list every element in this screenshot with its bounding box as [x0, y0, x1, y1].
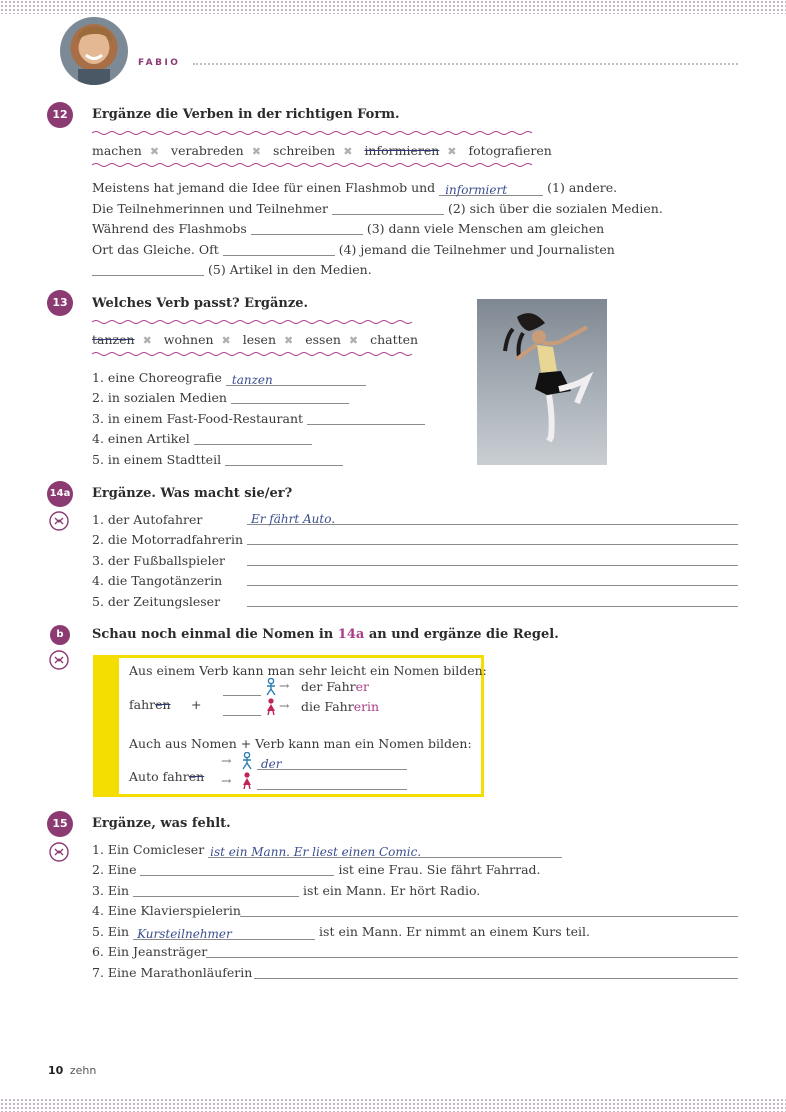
noun-die-fahrerin: die Fahrerin: [301, 699, 380, 714]
answer-blank-2[interactable]: [332, 201, 444, 215]
ex14a-item-4: 4. die Tangotänzerin: [92, 573, 223, 588]
character-name: FABIO: [138, 58, 181, 68]
male-icon: [241, 752, 253, 773]
answer-line[interactable]: [254, 965, 738, 979]
word-machen: machen: [92, 143, 142, 158]
answer-blank-1[interactable]: informiert: [439, 182, 543, 196]
answer-blank[interactable]: [194, 431, 312, 445]
verb-fahren: fahren: [129, 697, 171, 712]
wordbank-wavy-bottom: [92, 350, 414, 358]
answer-line[interactable]: [240, 903, 738, 917]
ex12-line-4: Ort das Gleiche. Oft (4) jemand die Teilnehmer und Journalisten: [92, 242, 615, 257]
exercise-number-15: 15: [47, 811, 73, 837]
ex15-item-7: 7. Eine Marathonläuferin: [92, 965, 253, 980]
rule-text-2: Auch aus Nomen + Verb kann man ein Nomen bilden:: [129, 736, 472, 751]
answer-blank[interactable]: [225, 452, 343, 466]
answer-line[interactable]: [206, 944, 738, 958]
separator-icon: ✖: [284, 334, 294, 347]
ex13-item-2: 2. in sozialen Medien: [92, 390, 349, 405]
exercise-number-14b: b: [50, 625, 70, 645]
answer-blank[interactable]: [140, 862, 334, 876]
exercise-number-13: 13: [47, 290, 73, 316]
exercise-number-14a: 14a: [47, 481, 73, 507]
answer-line[interactable]: [247, 552, 738, 566]
rule-box: [93, 655, 487, 797]
ex13-item-3: 3. in einem Fast-Food-Restaurant: [92, 411, 425, 426]
ex15-item-2: 2. Eine ist eine Frau. Sie fährt Fahrrad.: [92, 862, 541, 877]
female-icon: [265, 698, 277, 719]
compound-blank-male[interactable]: der: [257, 756, 407, 770]
ex15-item-3: 3. Ein ist ein Mann. Er hört Radio.: [92, 883, 481, 898]
top-dot-border: [0, 0, 786, 14]
ex15-item-5: 5. Ein Kursteilnehmer ist ein Mann. Er nimmt an einem Kurs teil.: [92, 924, 591, 941]
pair-work-icon: [49, 842, 69, 862]
arrow-icon: →: [279, 698, 290, 713]
answer-blank[interactable]: ist ein Mann. Er liest einen Comic.: [208, 844, 562, 858]
exercise-13-instruction: Welches Verb passt? Ergänze.: [92, 296, 309, 311]
answer-blank[interactable]: [231, 390, 349, 404]
ex14a-item-1: 1. der Autofahrer: [92, 512, 203, 527]
ex12-line-1: Meistens hat jemand die Idee für einen Flashmob und informiert (1) andere.: [92, 180, 618, 197]
word-schreiben: schreiben: [272, 143, 336, 158]
answer-blank[interactable]: [307, 411, 425, 425]
separator-icon: ✖: [251, 145, 261, 158]
bottom-dot-border: [0, 1098, 786, 1112]
suffix-blank-male[interactable]: [223, 682, 261, 696]
answer-blank-5[interactable]: [92, 262, 204, 276]
noun-der-fahrer: der Fahrer: [301, 679, 370, 694]
ex14a-item-2: 2. die Motorradfahrerin: [92, 532, 244, 547]
male-icon: [265, 678, 277, 699]
word-lesen: lesen: [242, 332, 277, 347]
plus-sign: +: [191, 697, 202, 712]
separator-icon: ✖: [221, 334, 231, 347]
header-dotted-rule: [193, 63, 738, 65]
ex12-line-2: Die Teilnehmerinnen und Teilnehmer (2) sich über die sozialen Medien.: [92, 201, 663, 216]
suffix-blank-female[interactable]: [223, 702, 261, 716]
separator-icon: ✖: [348, 334, 359, 347]
rule-text-1: Aus einem Verb kann man sehr leicht ein Nomen bilden:: [129, 663, 487, 678]
ex15-item-6: 6. Ein Jeansträger: [92, 944, 208, 959]
ex13-item-5: 5. in einem Stadtteil: [92, 452, 343, 467]
separator-icon: ✖: [343, 145, 353, 158]
arrow-icon: →: [221, 753, 232, 768]
word-fotografieren: fotografieren: [468, 143, 552, 158]
answer-line[interactable]: [247, 572, 738, 586]
arrow-icon: →: [279, 678, 290, 693]
ex13-item-4: 4. einen Artikel: [92, 431, 312, 446]
separator-icon: ✖: [149, 145, 160, 158]
answer-blank[interactable]: Kursteilnehmer: [133, 926, 315, 940]
ex14a-item-5: 5. der Zeitungsleser: [92, 594, 221, 609]
pair-work-icon: [49, 650, 69, 670]
ex14a-item-3: 3. der Fußballspieler: [92, 553, 225, 568]
word-verabreden: verabreden: [171, 143, 244, 158]
arrow-icon: →: [221, 773, 232, 788]
wordbank-13: [92, 332, 418, 347]
answer-blank[interactable]: tanzen: [226, 372, 366, 386]
exercise-12-instruction: Ergänze die Verben in der richtigen Form.: [92, 107, 400, 122]
ex12-line-5: (5) Artikel in den Medien.: [92, 262, 372, 277]
ex15-item-1: 1. Ein Comicleser ist ein Mann. Er liest einen Comic.: [92, 842, 562, 858]
answer-blank[interactable]: [133, 883, 299, 897]
answer-line[interactable]: [247, 531, 738, 545]
word-chatten: chatten: [370, 332, 419, 347]
compound-auto-fahren: Auto fahren: [129, 769, 205, 784]
word-tanzen-crossed: tanzen: [92, 332, 135, 347]
separator-icon: ✖: [447, 145, 457, 158]
pair-work-icon: [49, 511, 69, 531]
answer-blank-3[interactable]: [251, 221, 363, 235]
exercise-15-instruction: Ergänze, was fehlt.: [92, 816, 231, 831]
answer-line[interactable]: Er fährt Auto.: [247, 511, 738, 525]
word-essen: essen: [305, 332, 341, 347]
wordbank-wavy-top: [92, 318, 414, 326]
wordbank-wavy-top: [92, 129, 534, 137]
female-icon: [241, 772, 253, 793]
word-wohnen: wohnen: [163, 332, 214, 347]
ex13-item-1: 1. eine Choreografie tanzen: [92, 370, 366, 386]
exercise-number-12: 12: [47, 102, 73, 128]
answer-line[interactable]: [247, 593, 738, 607]
exercise-14a-instruction: Ergänze. Was macht sie/er?: [92, 486, 293, 501]
ex12-line-3: Während des Flashmobs (3) dann viele Menschen am gleichen: [92, 221, 605, 236]
page-number: 10 zehn: [48, 1064, 97, 1077]
separator-icon: ✖: [142, 334, 152, 347]
wordbank-12: [92, 143, 552, 158]
answer-blank-4[interactable]: [223, 242, 335, 256]
word-informieren-crossed: informieren: [364, 143, 440, 158]
exercise-14b-instruction: Schau noch einmal die Nomen in 14a an und ergänze die Regel.: [92, 627, 559, 642]
compound-blank-female[interactable]: [257, 776, 407, 790]
wordbank-wavy-bottom: [92, 161, 534, 169]
ex15-item-4: 4. Eine Klavierspielerin: [92, 903, 241, 918]
avatar: [60, 17, 128, 85]
dancer-photo: [477, 299, 607, 465]
